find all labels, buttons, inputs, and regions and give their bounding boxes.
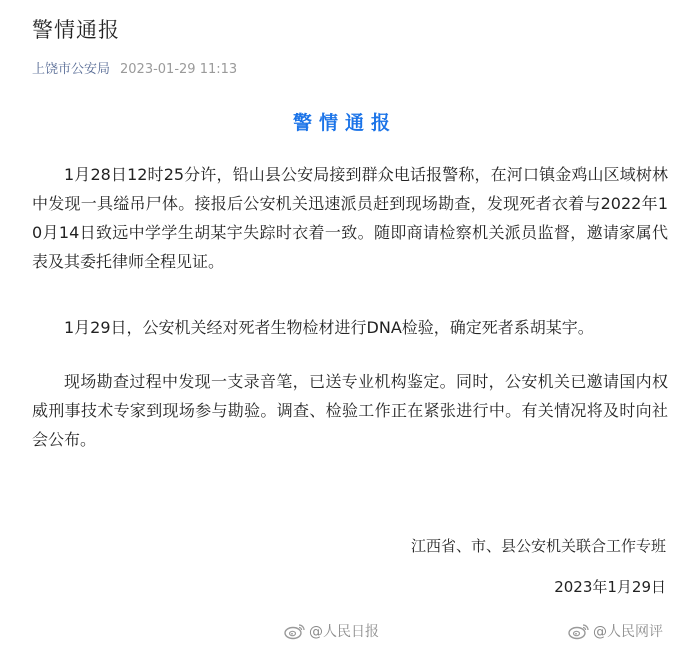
notice-heading: 警情通报 — [292, 112, 397, 134]
watermark-right-text: @人民网评 — [593, 624, 663, 640]
watermark-left — [284, 621, 379, 641]
watermark-left-text: @人民日报 — [309, 624, 379, 640]
account-name-link[interactable]: 上饶市公安局 — [32, 62, 111, 77]
publish-time: 2023-01-29 11:13 — [120, 62, 238, 77]
article-meta — [32, 58, 237, 77]
notice-paragraph: 1月28日12时25分许，铅山县公安局接到群众电话报警称，在河口镇金鸡山区域树林中发现一具缢吊尸体。接报后公安机关迅速派员赶到现场勘查，发现死者衣着与2022年10月14日致远中学学生胡某宇失踪时衣着一致。随即商请检察机关派员监督，邀请家属代表及其委托律师全程见证。 — [32, 165, 668, 271]
notice-paragraph: 1月29日，公安机关经对死者生物检材进行DNA检验，确定死者系胡某宇。 — [64, 318, 594, 337]
weibo-icon — [568, 622, 590, 640]
signature-date: 2023年1月29日 — [554, 578, 666, 596]
weibo-icon — [284, 622, 306, 640]
signature-organization: 江西省、市、县公安机关联合工作专班 — [410, 537, 666, 555]
notice-paragraph: 现场勘查过程中发现一支录音笔，已送专业机构鉴定。同时，公安机关已邀请国内权威刑事技术专家到现场参与勘验。调查、检验工作正在紧张进行中。有关情况将及时向社会公布。 — [32, 372, 668, 449]
watermark-right — [568, 621, 663, 641]
article-title: 警情通报 — [32, 18, 120, 42]
